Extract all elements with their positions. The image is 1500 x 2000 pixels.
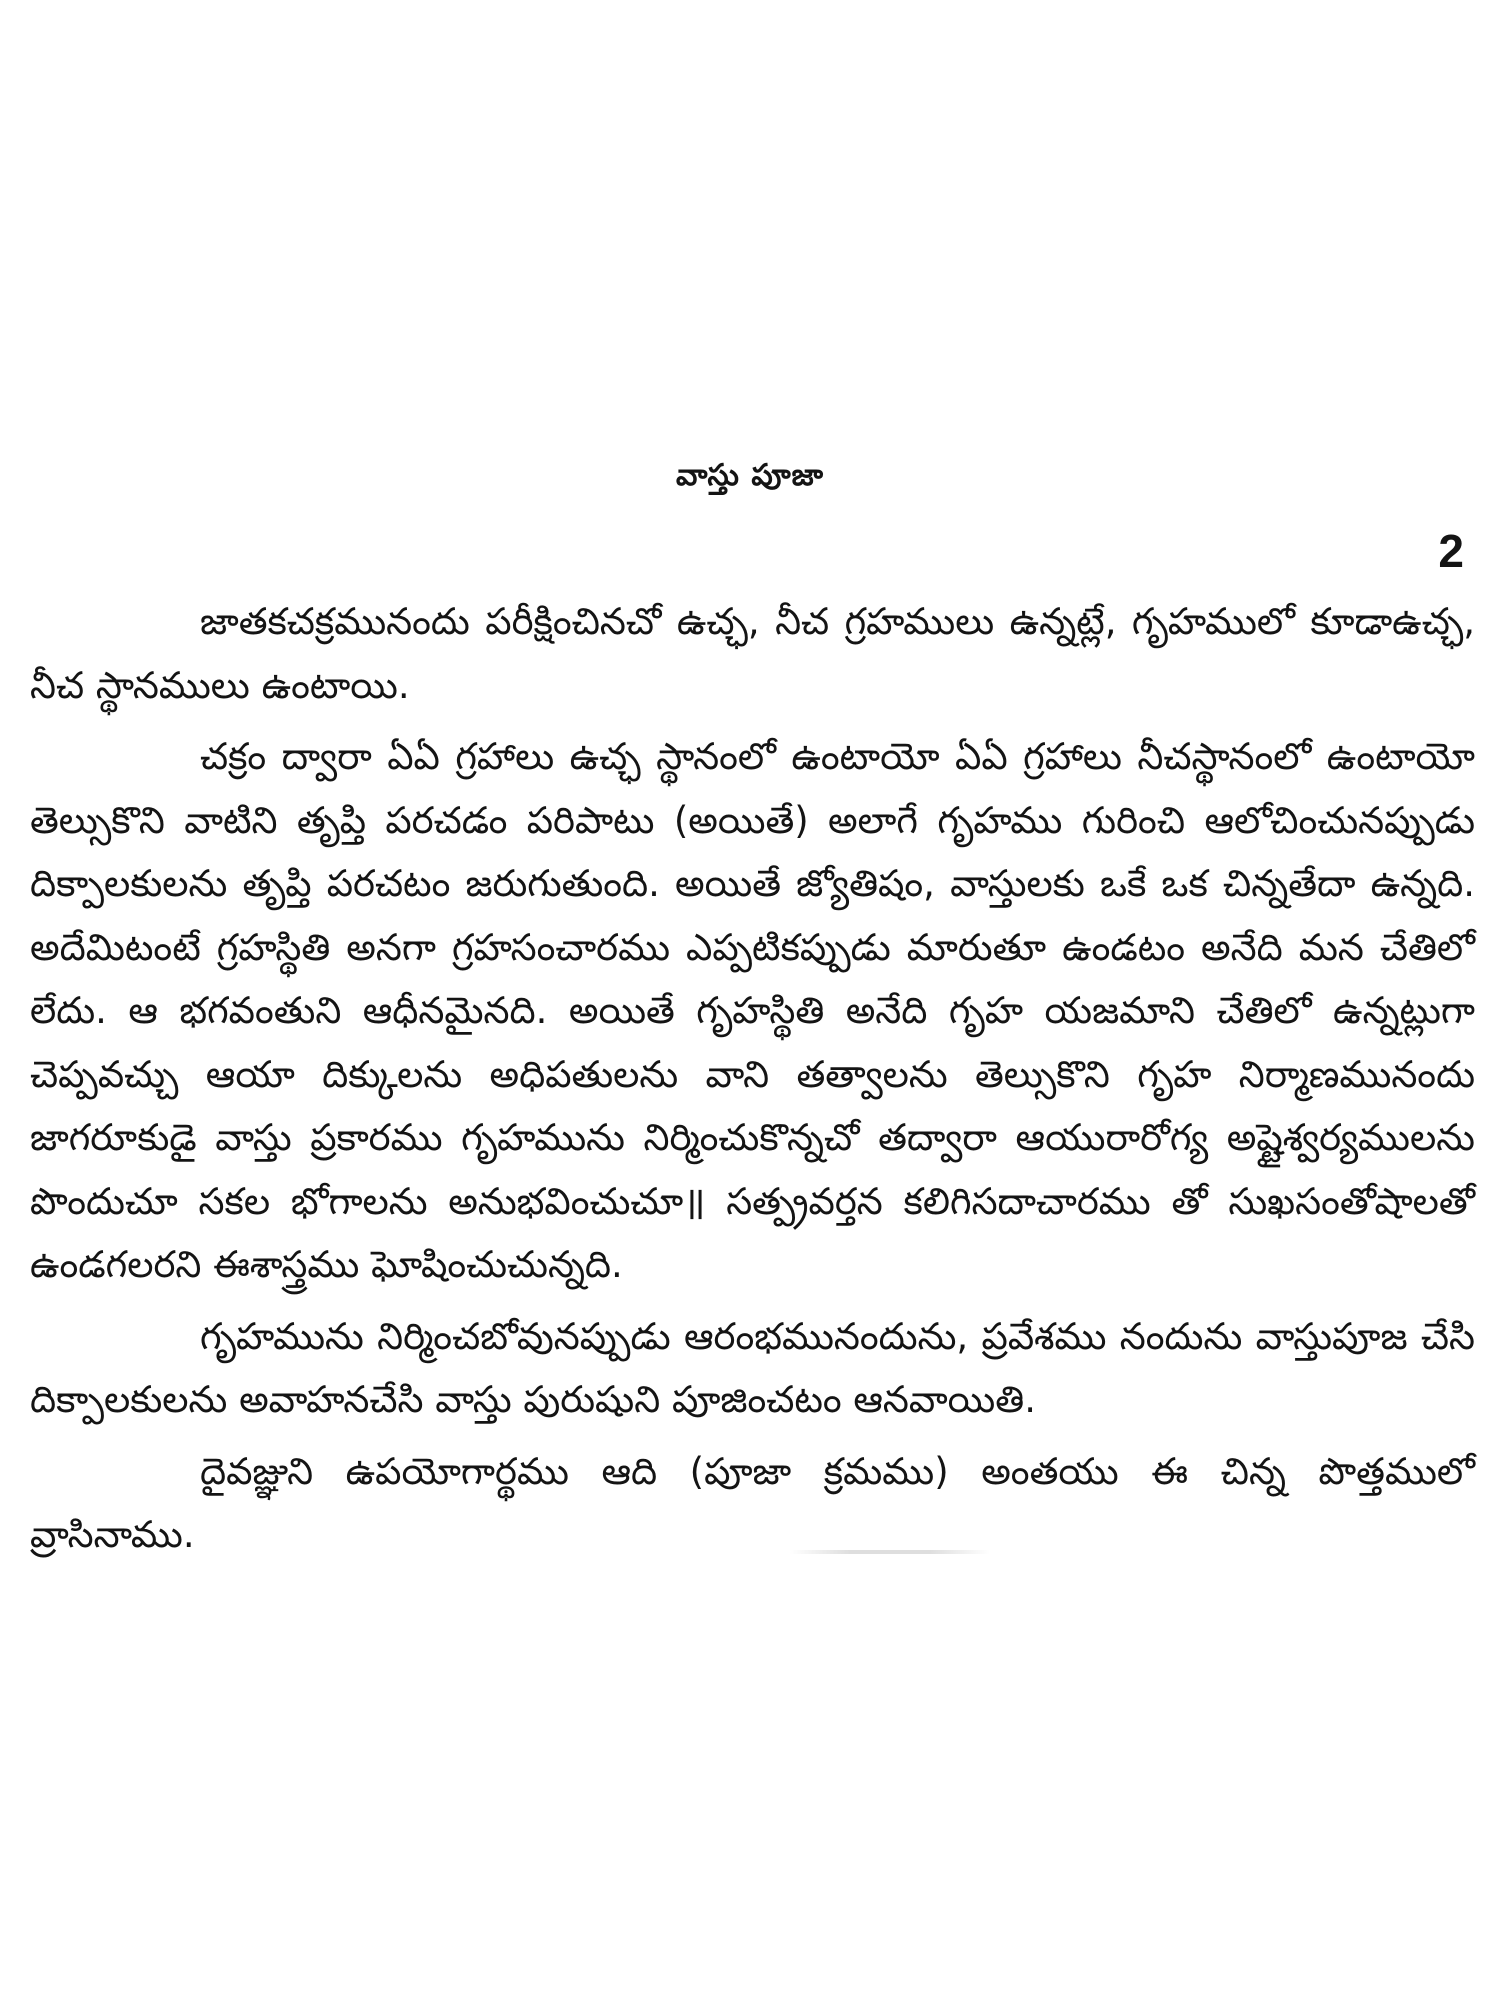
body-text <box>30 590 1475 1575</box>
paragraph: జాతకచక్రమునందు పరీక్షించినచో ఉచ్ఛ, నీచ గ్రహములు ఉన్నట్లే, గృహములో కూడాఉచ్ఛ, నీచ స్థానములు ఉంటాయి. <box>30 600 1475 707</box>
paragraph: దైవజ్ఞుని ఉపయోగార్థము ఆది (పూజా క్రమము) అంతయు ఈ చిన్న పొత్తములో వ్రాసినాము. <box>30 1449 1475 1556</box>
paragraph: గృహమును నిర్మించబోవునప్పుడు ఆరంభమునందును, ప్రవేశము నందును వాస్తుపూజ చేసి దిక్పాలకులను అవాహనచేసి వాస్తు పురుషుని పూజించటం ఆనవాయితి. <box>30 1314 1475 1421</box>
paragraph: చక్రం ద్వారా ఏఏ గ్రహాలు ఉచ్ఛ స్థానంలో ఉంటాయో ఏఏ గ్రహాలు నీచస్థానంలో ఉంటాయో తెల్సుకొని వాటిని తృప్తి పరచడం పరిపాటు (అయితే) అలాగే గృహము గురించి ఆలోచించునప్పుడు దిక్పాలకులను తృప్తి పరచటం జరుగుతుంది. అయితే జ్యోతిషం, వాస్తులకు ఒకే ఒక చిన్నతేదా ఉన్నది. అదేమిటంటే గ్రహస్థితి అనగా గ్రహసంచారము ఎప్పటికప్పుడు మారుతూ ఉండటం అనేది మన చేతిలో లేదు. ఆ భగవంతుని ఆధీనమైనది. అయితే గృహస్థితి అనేది గృహ యజమాని చేతిలో ఉన్నట్లుగా చెప్పవచ్చు ఆయా దిక్కులను అధిపతులను వాని తత్వాలను తెల్సుకొని గృహ నిర్మాణమునందు జాగరూకుడై వాస్తు ప్రకారము గృహమును నిర్మించుకొన్నచో తద్వారా ఆయురారోగ్య అష్టైశ్వర్యములను పొందుచూ సకల భోగాలను అనుభవించుచూ॥ సత్ప్రవర్తన కలిగిసదాచారము తో సుఖసంతోషాలతో ఉండగలరని ఈశాస్త్రము ఘోషించుచున్నది. <box>30 735 1475 1286</box>
running-title: వాస్తు పూజా <box>675 458 825 493</box>
scan-artifact <box>790 1550 990 1554</box>
page-number: 2 <box>1438 525 1464 577</box>
